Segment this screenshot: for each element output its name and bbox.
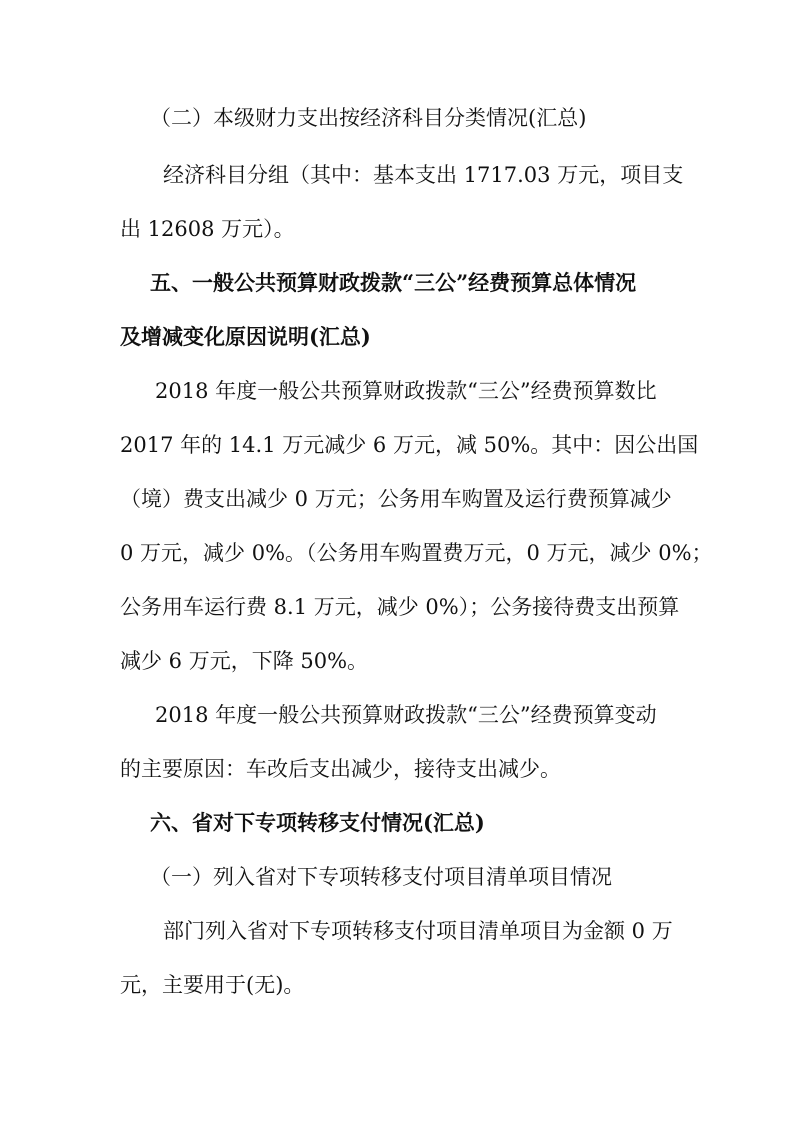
paragraph-line: （境）费支出减少 0 万元；公务用车购置及运行费预算减少 [120,487,672,511]
section-heading-five: 五、一般公共预算财政拨款“三公”经费预算总体情况 [150,270,637,295]
paragraph-line: 减少 6 万元，下降 50%。 [120,649,369,673]
subheading-economic-classification: （二）本级财力支出按经济科目分类情况(汇总) [150,106,587,130]
paragraph-line: 经济科目分组（其中：基本支出 1717.03 万元，项目支 [163,163,684,187]
paragraph-line: 2018 年度一般公共预算财政拨款“三公”经费预算数比 [155,379,657,403]
paragraph-line: 0 万元，减少 0%。（公务用车购置费万元，0 万元，减少 0%； [120,541,713,565]
subheading-special-transfer-list: （一）列入省对下专项转移支付项目清单项目情况 [150,865,612,889]
paragraph-line: 公务用车运行费 8.1 万元，减少 0%）；公务接待费支出预算 [120,595,680,619]
paragraph-line: 出 12608 万元）。 [120,217,295,241]
paragraph-line: 2017 年的 14.1 万元减少 6 万元，减 50%。其中：因公出国 [120,433,699,457]
section-heading-five-continued: 及增减变化原因说明(汇总) [120,324,371,349]
paragraph-line: 的主要原因：车改后支出减少，接待支出减少。 [120,757,561,781]
section-heading-six: 六、省对下专项转移支付情况(汇总) [150,810,485,835]
paragraph-line: 元，主要用于(无)。 [120,973,305,997]
paragraph-line: 2018 年度一般公共预算财政拨款“三公”经费预算变动 [155,703,657,727]
paragraph-line: 部门列入省对下专项转移支付项目清单项目为金额 0 万 [163,919,673,943]
